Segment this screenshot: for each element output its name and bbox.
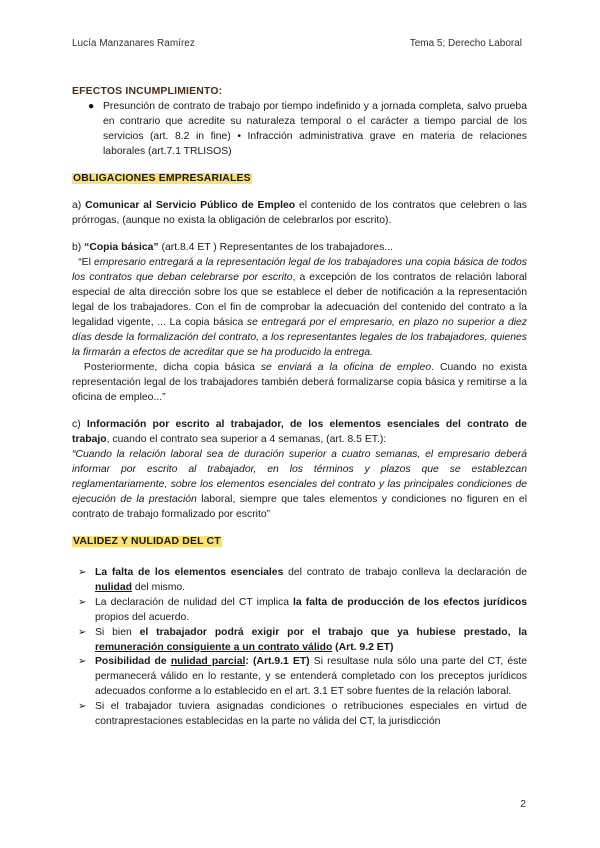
validez-item1-underline: nulidad — [95, 581, 132, 593]
obligacion-c — [72, 418, 527, 448]
validez-item4-bold: Posibilidad de — [95, 656, 171, 668]
quote-text-2a: Posteriormente, dicha copia básica — [83, 361, 261, 373]
validez-item3-underline: remuneración consiguiente a un contrato válido — [95, 641, 333, 653]
validez-item1-end: del mismo. — [131, 581, 186, 593]
obligacion-c-bold: Información por escrito al trabajador, de los elementos esenciales del contrato de trabajo — [72, 418, 527, 445]
bullet-icon: ● — [88, 100, 95, 112]
obligacion-b-quote-2 — [72, 361, 527, 406]
validez-item2-text: La declaración de nulidad del CT implica — [95, 596, 294, 608]
section-title-validez: VALIDEZ Y NULIDAD DEL CT — [73, 535, 221, 547]
obligacion-c-quote — [72, 448, 527, 523]
arrow-bullet-icon: ➢ — [78, 701, 87, 713]
header-author: Lucía Manzanares Ramírez — [72, 38, 195, 49]
page-content — [72, 85, 527, 730]
efectos-list — [72, 100, 527, 160]
list-item — [78, 566, 527, 596]
validez-item2-end: propios del acuerdo. — [95, 611, 190, 623]
obligacion-b-quote — [72, 256, 527, 361]
quote-text-1: , a excepción de los contratos de relación laboral especial de alta dirección sobre los que se establece el deber de notificación a la representación legal de los trabajadores. Con el fin de comprobar la adecuación del contenido del contrato a la legalidad vigente, ... La copia básica — [72, 271, 527, 328]
list-item — [78, 700, 527, 730]
quote-italic-c: “Cuando la relación laboral sea de duración superior a cuatro semanas, el empresario deberá informar por escrito al trabajador, en los términos y plazos que se establezcan reglamentariamente, sobre los elementos esenciales del contrato y las principales condiciones de ejecución de la prestación — [72, 448, 527, 505]
obligacion-a-text: el contenido de los contratos que celebren o las prórrogas, (aunque no exista la obligación de celebrarlos por escrito). — [72, 199, 527, 226]
obligacion-b-bold: “Copia básica” — [84, 241, 159, 253]
arrow-bullet-icon: ➢ — [78, 596, 87, 608]
quote-italic-1: empresario entregará a la representación legal de los trabajadores una copia básica de todos los contratos que deban celebrarse por escrito — [72, 256, 527, 283]
header-topic: Tema 5; Derecho Laboral — [409, 38, 522, 49]
obligacion-a-prefix: a) — [72, 199, 86, 211]
validez-item3-bold: el trabajador podrá exigir por el trabajo que ya hubiese prestado, la — [139, 626, 527, 638]
quote-text-2b: . Cuando no exista representación legal de los trabajadores también deberá formalizarse copia básica y remitirse a la oficina de empleo...” — [72, 361, 527, 403]
validez-item3-text: Si bien — [95, 626, 140, 638]
section-title-obligaciones: OBLIGACIONES EMPRESARIALES — [73, 172, 251, 184]
list-item — [72, 100, 527, 160]
page-number: 2 — [520, 798, 526, 810]
quote-italic-3: se enviará a la oficina de empleo — [260, 361, 432, 373]
quote-text-c: laboral, siempre que tales elementos y condiciones no figuren en el contrato de trabajo formalizado por escrito” — [72, 493, 528, 520]
obligacion-b — [72, 241, 527, 256]
arrow-bullet-icon: ➢ — [78, 626, 87, 638]
obligacion-b-text: (art.8.4 ET ) Representantes de los trabajadores... — [158, 241, 393, 253]
validez-item3-bold2: (Art. 9.2 ET) — [332, 641, 394, 653]
validez-item2-bold: la falta de producción de los efectos jurídicos — [293, 596, 528, 608]
quote-italic-2: se entregará por el empresario, en plazo no superior a diez días desde la formalización del contrato, a los representantes legales de los trabajadores, quienes la firmarán a efectos de acreditar que se ha producido la entrega. — [72, 316, 528, 358]
list-item — [78, 655, 527, 700]
validez-item5-text: Si el trabajador tuviera asignadas condiciones o retribuciones especiales en virtud de contraprestaciones establecidas en la parte no válida del CT, la jurisdicción — [95, 701, 527, 728]
validez-item4-text: Si resultase nula sólo una parte del CT, éste permanecerá válido en lo restante, y se entenderá completado con los preceptos jurídicos adecuados conforme a lo establecido en el art. 3.1 ET sobre fuentes de la relación laboral. — [95, 656, 528, 698]
obligacion-a-bold: Comunicar al Servicio Público de Empleo — [85, 199, 296, 211]
obligacion-c-prefix: c) — [72, 418, 87, 430]
quote-open: “El — [78, 256, 94, 268]
efectos-bullet-text: Presunción de contrato de trabajo por tiempo indefinido y a jornada completa, salvo prueba en contrario que acredite su naturaleza temporal o el carácter a tiempo parcial de los servicios (art. 8.2 in fine) • Infracción administrativa grave en materia de relaciones laborales (art.7.1 TRLISOS) — [103, 100, 527, 157]
obligacion-b-prefix: b) — [72, 241, 85, 253]
list-item — [78, 626, 527, 656]
validez-item4-bold2: : (Art.9.1 ET) — [245, 656, 310, 668]
arrow-bullet-icon: ➢ — [78, 566, 87, 578]
list-item — [78, 596, 527, 626]
validez-item4-underline: nulidad parcial — [170, 656, 246, 668]
obligacion-c-text: , cuando el contrato sea superior a 4 semanas, (art. 8.5 ET.): — [106, 433, 387, 445]
arrow-bullet-icon: ➢ — [78, 656, 87, 668]
validez-item1-text: del contrato de trabajo conlleva la declaración de — [283, 566, 528, 578]
section-title-efectos: EFECTOS INCUMPLIMIENTO: — [72, 86, 223, 97]
validez-list — [78, 566, 527, 731]
validez-item1-bold: La falta de los elementos esenciales — [95, 566, 284, 578]
obligacion-a — [72, 199, 527, 229]
